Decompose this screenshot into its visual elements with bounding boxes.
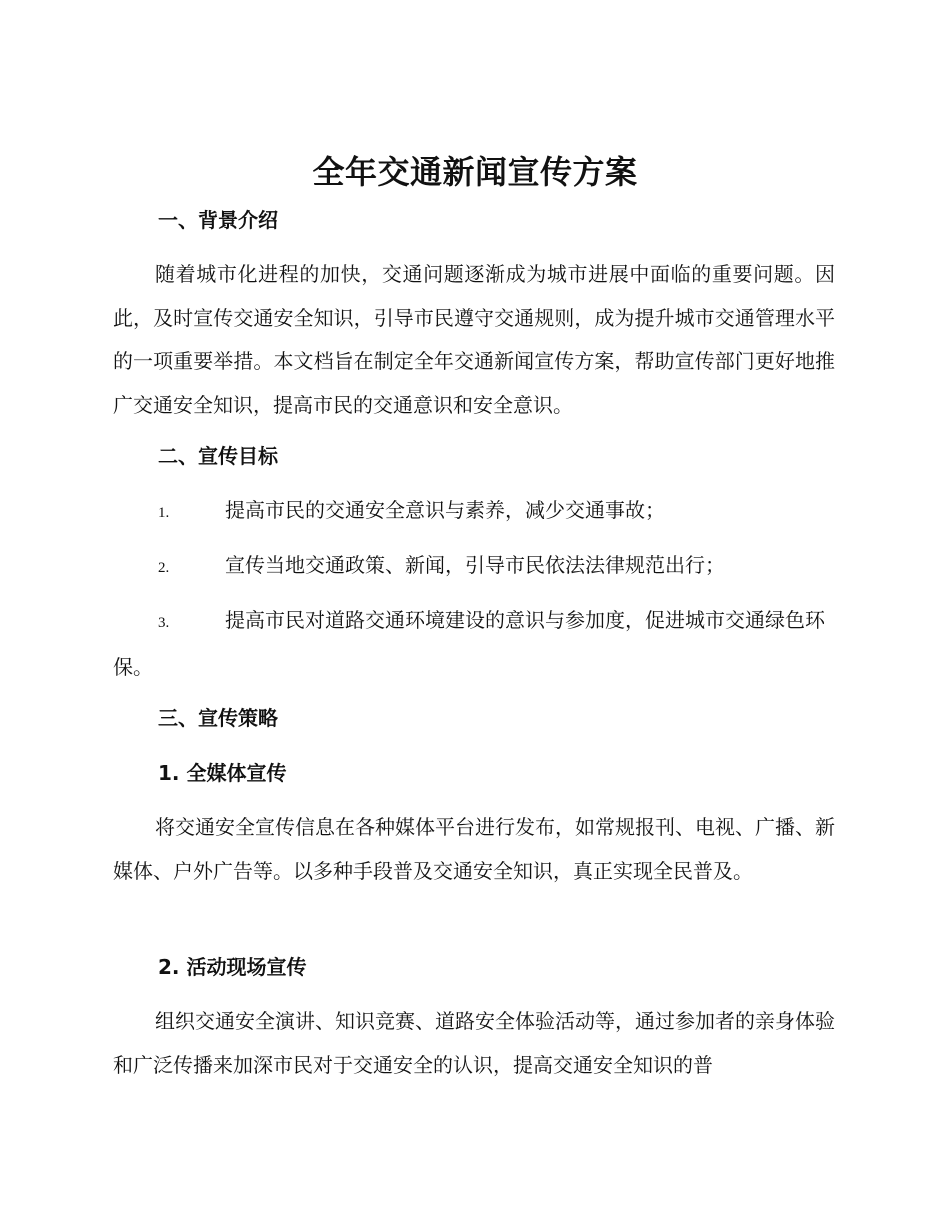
section-heading-strategy: 三、宣传策略 [158,706,278,730]
goal-number: 2. [158,560,170,576]
subsection-heading-all-media: 1. 全媒体宣传 [158,761,287,785]
goal-text: 宣传当地交通政策、新闻，引导市民依法法律规范出行； [225,553,725,577]
goal-text: 提高市民对道路交通环境建设的意识与参加度，促进城市交通绿色环保。 [113,608,825,679]
goal-number: 1. [158,505,170,521]
subsection-heading-event-site: 2. 活动现场宣传 [158,955,307,979]
all-media-paragraph: 将交通安全宣传信息在各种媒体平台进行发布，如常规报刊、电视、广播、新媒体、户外广告等。以多种手段普及交通安全知识，真正实现全民普及。 [113,815,835,883]
goal-list-item [113,544,835,591]
goal-list-item [113,599,835,689]
goal-list-item [113,489,835,536]
goal-text: 提高市民的交通安全意识与素养，减少交通事故； [225,498,665,522]
section-heading-goals: 二、宣传目标 [158,444,278,468]
event-site-paragraph: 组织交通安全演讲、知识竞赛、道路安全体验活动等，通过参加者的亲身体验和广泛传播来加深市民对于交通安全的认识，提高交通安全知识的普 [113,1009,835,1077]
background-paragraph: 随着城市化进程的加快，交通问题逐渐成为城市进展中面临的重要问题。因此，及时宣传交通安全知识，引导市民遵守交通规则，成为提升城市交通管理水平的一项重要举措。本文档旨在制定全年交通新闻宣传方案，帮助宣传部门更好地推广交通安全知识，提高市民的交通意识和安全意识。 [113,262,835,417]
goal-number: 3. [158,615,170,631]
section-heading-background: 一、背景介绍 [158,208,278,232]
document-title: 全年交通新闻宣传方案 [312,153,638,191]
